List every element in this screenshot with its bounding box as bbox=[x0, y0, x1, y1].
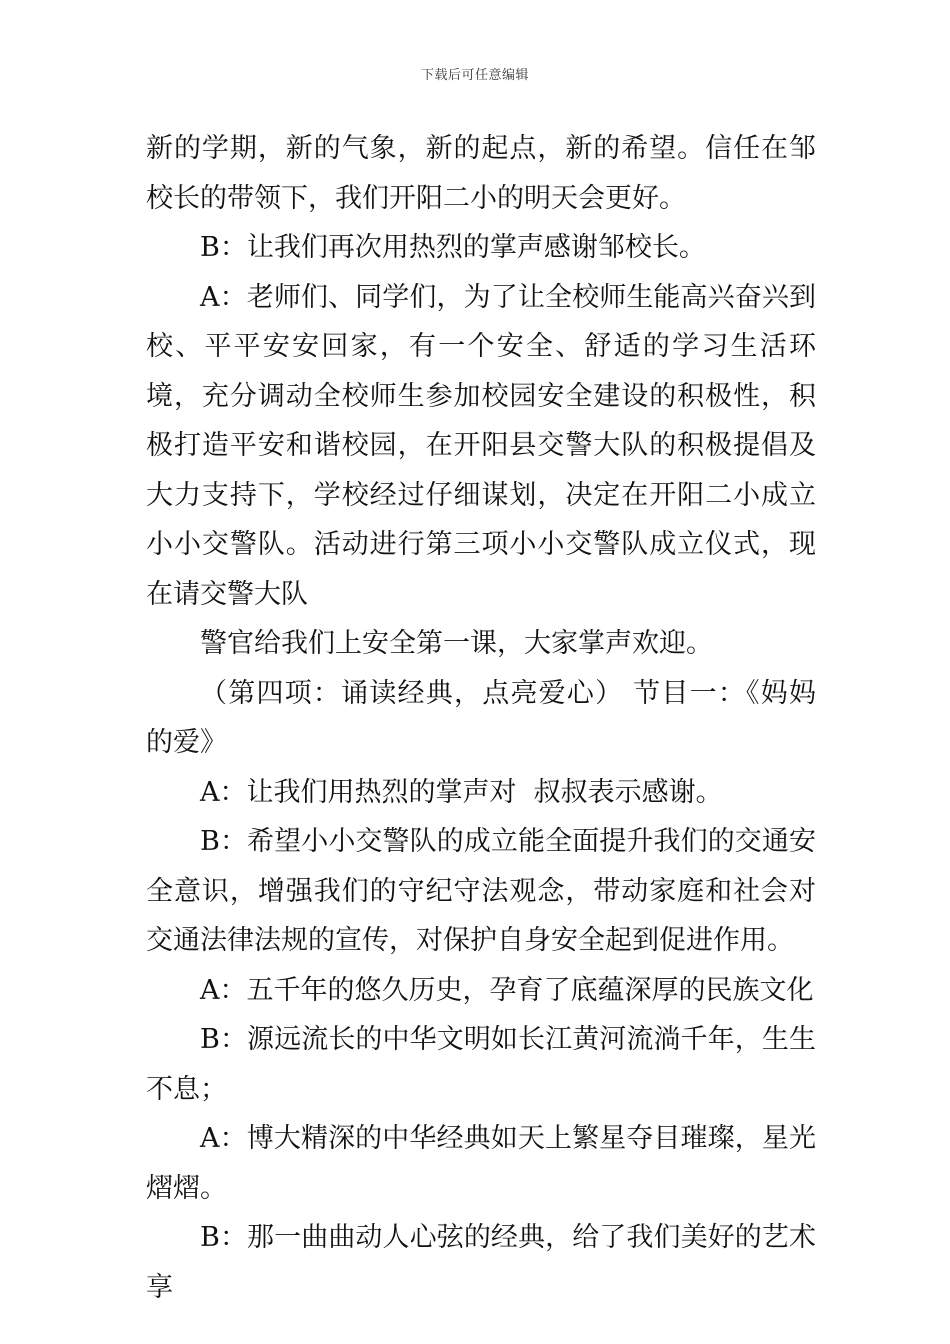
paragraph-7: B：希望小小交警队的成立能全面提升我们的交通安全意识，增强我们的守纪守法观念，带动家庭和社会对交通法律法规的宣传，对保护自身安全起到促进作用。 bbox=[146, 826, 816, 956]
paragraph-3: A：老师们、同学们，为了让全校师生能高兴奋兴到校、平平安安回家，有一个安全、舒适的学习生活环境，充分调动全校师生参加校园安全建设的积极性，积极打造平安和谐校园，在开阳县交警大队的积极提倡及大力支持下，学校经过仔细谋划，决定在开阳二小成立小小交警队。活动进行第三项小小交警队成立仪式，现在请交警大队 bbox=[146, 281, 816, 610]
paragraph-6: A：让我们用热烈的掌声对 叔叔表示感谢。 bbox=[200, 776, 723, 808]
paragraph-1: 新的学期，新的气象，新的起点，新的希望。信任在邹校长的带领下，我们开阳二小的明天会更好。 bbox=[146, 133, 816, 214]
paragraph-11: B：那一曲曲动人心弦的经典，给了我们美好的艺术享 bbox=[146, 1222, 816, 1303]
paragraph-5: （第四项：诵读经典，点亮爱心） 节目一：《妈妈的爱》 bbox=[146, 677, 816, 758]
document-body bbox=[146, 124, 816, 1312]
paragraph-8: A：五千年的悠久历史，孕育了底蕴深厚的民族文化 bbox=[200, 974, 814, 1006]
page-header: 下载后可任意编辑 bbox=[420, 68, 529, 83]
paragraph-4: 警官给我们上安全第一课，大家掌声欢迎。 bbox=[200, 628, 713, 659]
paragraph-9: B：源远流长的中华文明如长江黄河流淌千年，生生不息； bbox=[146, 1024, 816, 1105]
paragraph-2: B：让我们再次用热烈的掌声感谢邹校长。 bbox=[200, 232, 706, 263]
paragraph-10: A：博大精深的中华经典如天上繁星夺目璀璨，星光熠熠。 bbox=[146, 1123, 816, 1204]
